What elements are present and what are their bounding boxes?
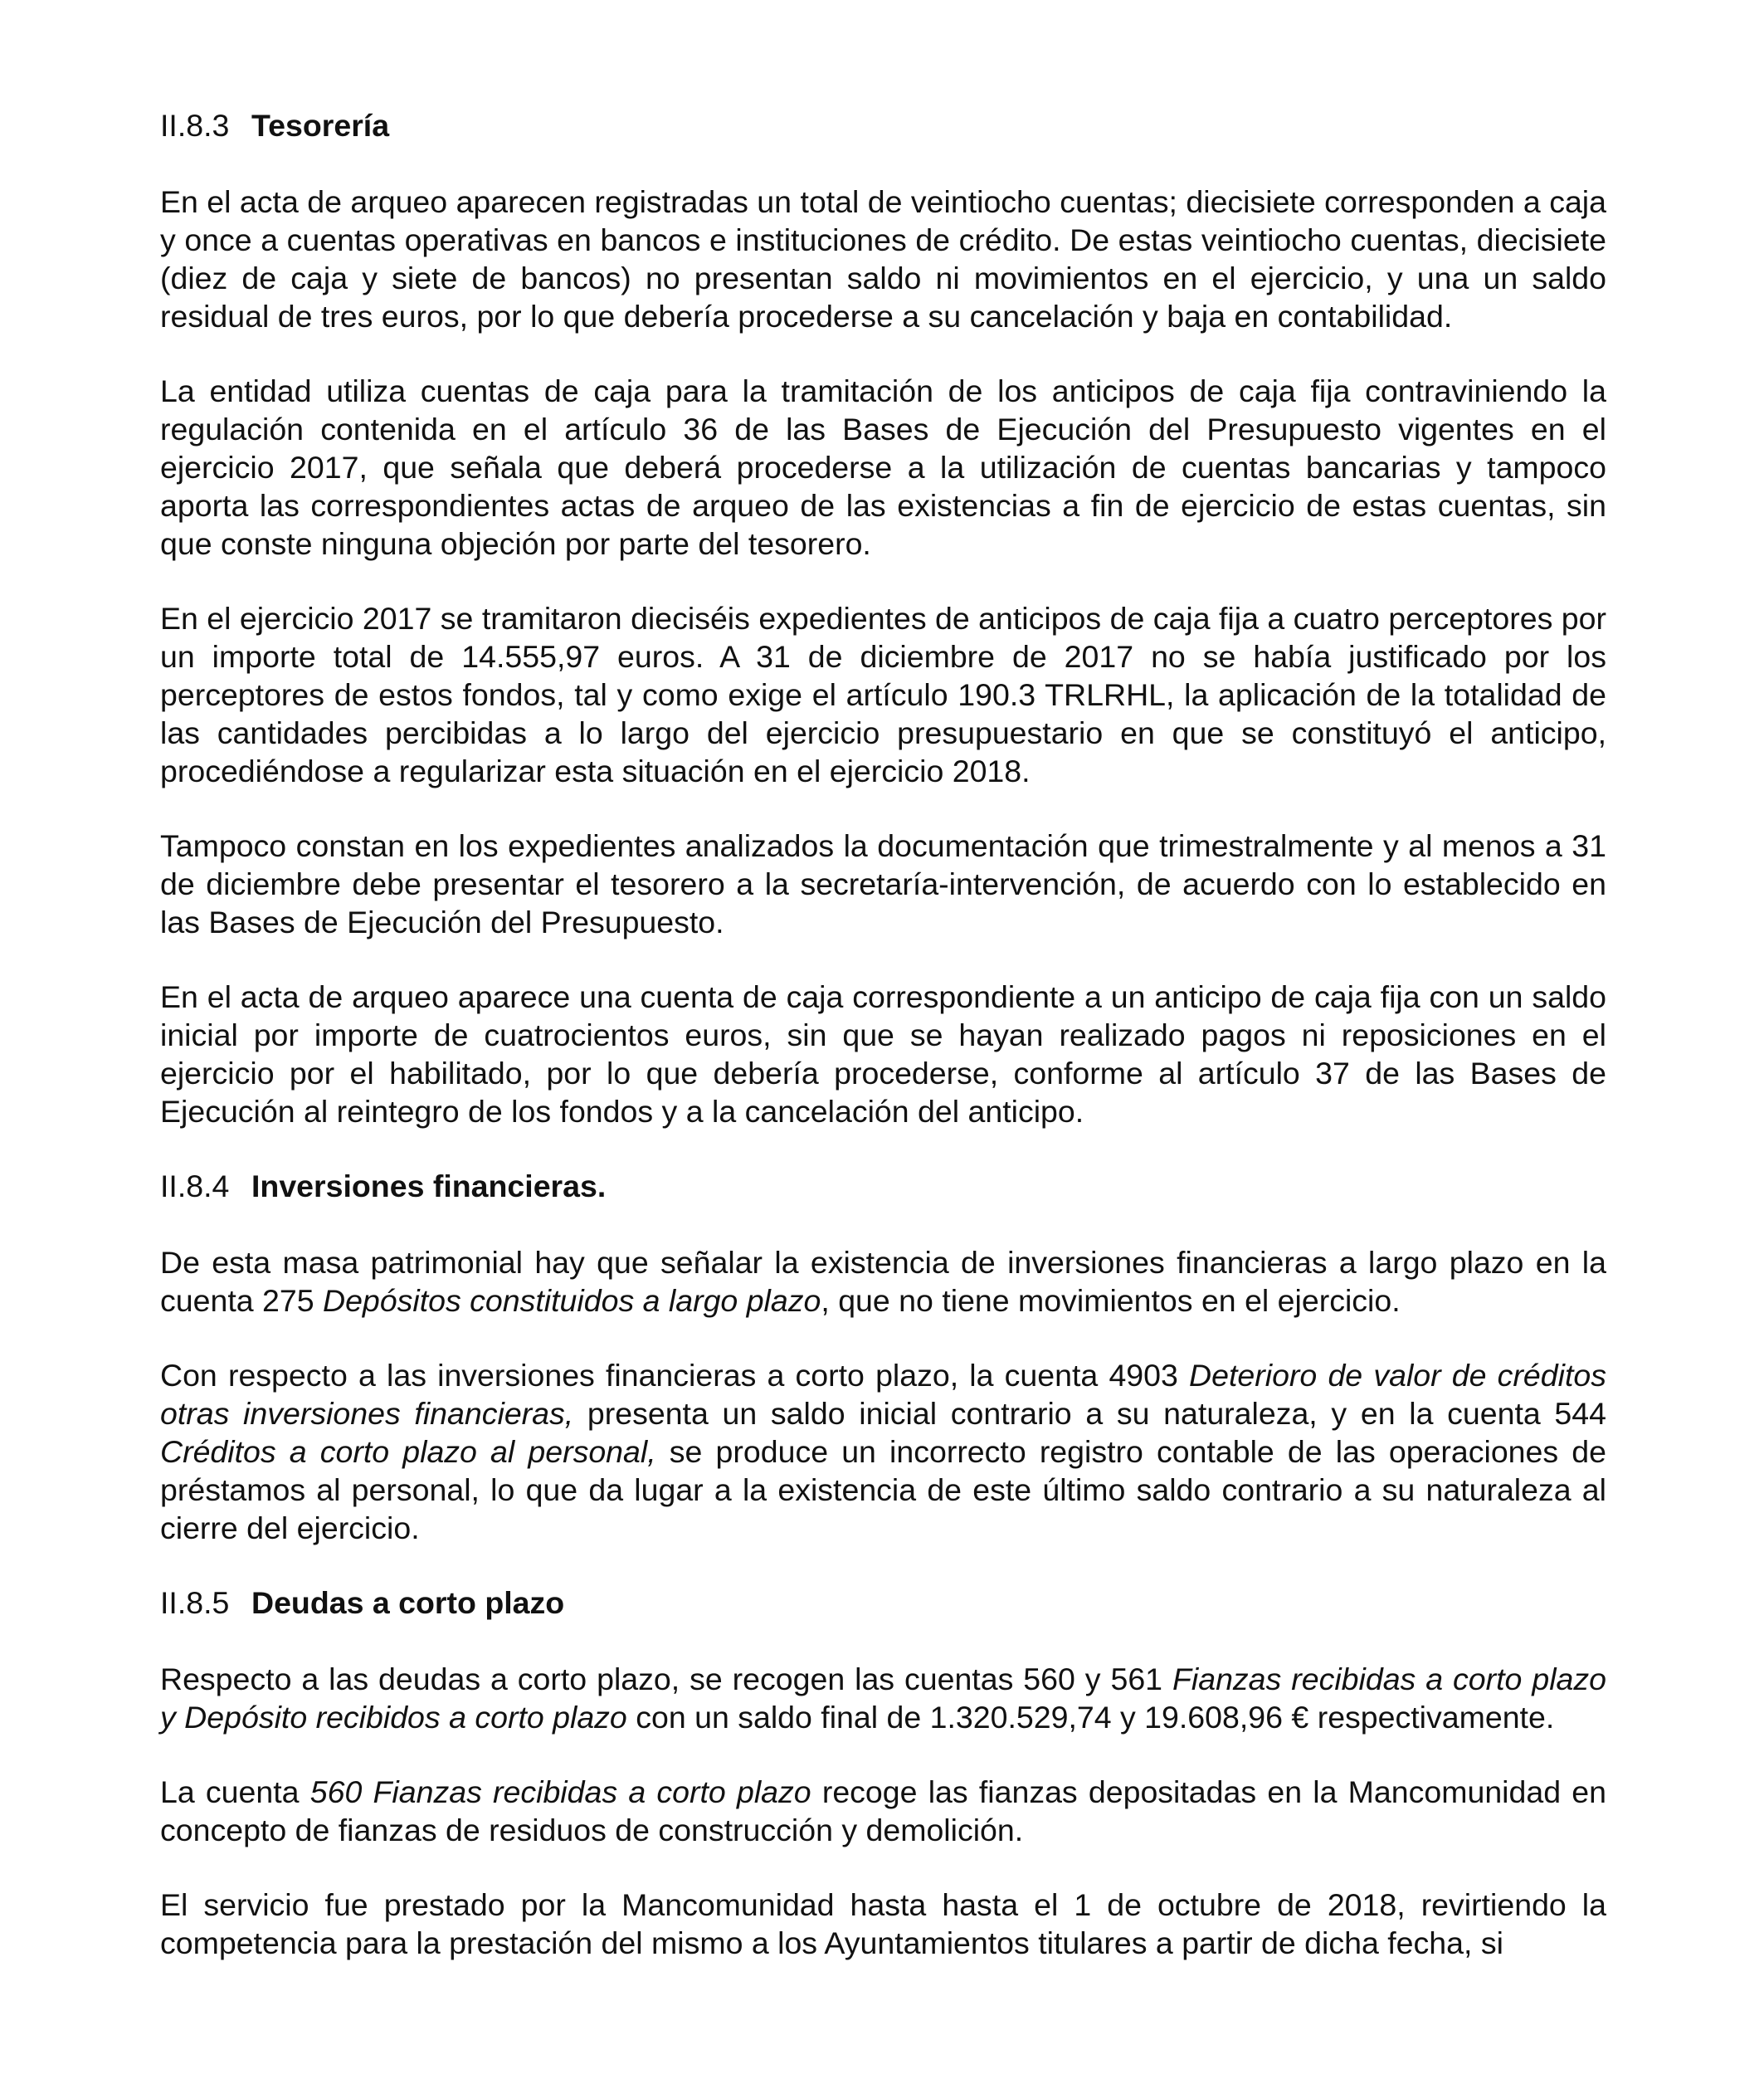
paragraph	[160, 1660, 1606, 1736]
italic-account-name: 560 Fianzas recibidas a corto plazo	[309, 1774, 811, 1809]
paragraph: Tampoco constan en los expedientes analizados la documentación que trimestralmente y al menos a 31 de diciembre debe presentar el tesorero a la secretaría-intervención, de acuerdo con lo establecido en las Bases de Ejecución del Presupuesto.	[160, 828, 1606, 939]
section-number: II.8.5	[160, 1585, 230, 1620]
section-title: Deudas a corto plazo	[251, 1585, 565, 1620]
text-run: De esta masa patrimonial hay que señalar la existencia de inversiones financieras a largo plazo en la cuenta 275	[160, 1245, 1606, 1318]
text-run: Respecto a las deudas a corto plazo, se recogen las cuentas 560 y 561	[160, 1662, 1172, 1696]
italic-account-name: Deterioro de valor de créditos otras inversiones financieras,	[160, 1358, 1606, 1431]
paragraph: La entidad utiliza cuentas de caja para la tramitación de los anticipos de caja fija contraviniendo la regulación contenida en el artículo 36 de las Bases de Ejecución del Presupuesto vigentes en el ejercicio 2017, que señala que deberá procederse a la utilización de cuentas bancarias y tampoco aporta las correspondientes actas de arqueo de las existencias a fin de ejercicio de estas cuentas, sin que conste ninguna objeción por parte del tesorero.	[160, 373, 1606, 561]
paragraph: En el ejercicio 2017 se tramitaron dieciséis expedientes de anticipos de caja fija a cuatro perceptores por un importe total de 14.555,97 euros. A 31 de diciembre de 2017 no se había justificado por los perceptores de estos fondos, tal y como exige el artículo 190.3 TRLRHL, la aplicación de la totalidad de las cantidades percibidas a lo largo del ejercicio presupuestario en que se constituyó el anticipo, procediéndose a regularizar esta situación en el ejercicio 2018.	[160, 601, 1606, 788]
paragraph	[160, 1243, 1606, 1320]
section-heading-tesoreria	[160, 106, 1606, 144]
paragraph: El servicio fue prestado por la Mancomunidad hasta hasta el 1 de octubre de 2018, revirtiendo la competencia para la prestación del mismo a los Ayuntamientos titulares a partir de dicha fecha, si	[160, 1887, 1606, 1960]
text-run: presenta un saldo inicial contrario a su naturaleza, y en la cuenta 544	[573, 1396, 1606, 1431]
text-run: , que no tiene movimientos en el ejercicio.	[821, 1283, 1401, 1318]
paragraph: En el acta de arqueo aparecen registradas un total de veintiocho cuentas; diecisiete corresponden a caja y once a cuentas operativas en bancos e instituciones de crédito. De estas veintiocho cuentas, diecisiete (diez de caja y siete de bancos) no presentan saldo ni movimientos en el ejercicio, y una un saldo residual de tres euros, por lo que debería procederse a su cancelación y baja en contabilidad.	[160, 184, 1606, 334]
section-heading-inversiones-financieras	[160, 1167, 1606, 1205]
section-number: II.8.3	[160, 108, 230, 143]
paragraph: En el acta de arqueo aparece una cuenta de caja correspondiente a un anticipo de caja fija con un saldo inicial por importe de cuatrocientos euros, sin que se hayan realizado pagos ni reposiciones en el ejercicio por el habilitado, por lo que debería procederse, conforme al artículo 37 de las Bases de Ejecución al reintegro de los fondos y a la cancelación del anticipo.	[160, 979, 1606, 1129]
section-heading-deudas-corto-plazo	[160, 1584, 1606, 1622]
section-title: Tesorería	[251, 108, 390, 143]
text-run: recoge las fianzas depositadas en la Mancomunidad en concepto de fianzas de residuos de construcción y demolición.	[160, 1774, 1606, 1847]
paragraph	[160, 1356, 1606, 1547]
italic-account-name: Créditos a corto plazo al personal,	[160, 1434, 656, 1469]
text-run: con un saldo final de 1.320.529,74 y 19.608,96 € respectivamente.	[626, 1700, 1555, 1735]
section-title: Inversiones financieras.	[251, 1169, 607, 1203]
section-number: II.8.4	[160, 1169, 230, 1203]
text-run: Con respecto a las inversiones financieras a corto plazo, la cuenta 4903	[160, 1358, 1190, 1393]
text-run: se produce un incorrecto registro contable de las operaciones de préstamos al personal, lo que da lugar a la existencia de este último saldo contrario a su naturaleza al cierre del ejercicio.	[160, 1434, 1606, 1545]
italic-account-name: Depósitos constituidos a largo plazo	[323, 1283, 821, 1318]
text-run: La cuenta	[160, 1774, 310, 1809]
italic-account-name: Fianzas recibidas a corto plazo y Depósito recibidos a corto plazo	[160, 1662, 1606, 1735]
paragraph	[160, 1773, 1606, 1849]
